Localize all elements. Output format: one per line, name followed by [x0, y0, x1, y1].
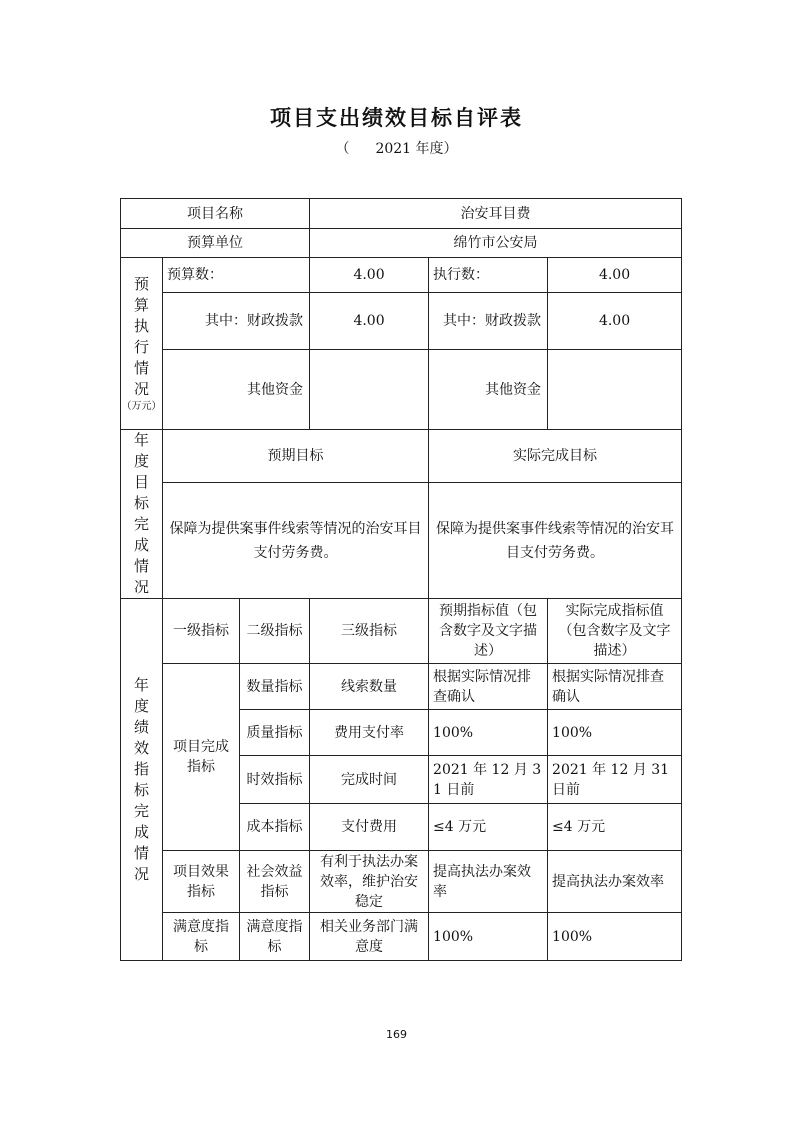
indicator-section-label [121, 599, 163, 961]
expected-value-cell: ≤4 万元 [429, 804, 548, 851]
expected-value-cell: 根据实际情况排查确认 [429, 664, 548, 710]
actual-value-cell: 2021 年 12 月 31 日前 [548, 756, 682, 804]
table-row [121, 851, 682, 913]
budget-section-text: 预算执行情况 [133, 274, 149, 398]
actual-value-cell: 根据实际情况排查确认 [548, 664, 682, 710]
level3-cell: 完成时间 [310, 756, 429, 804]
evaluation-table [120, 198, 682, 961]
expected-goal-header: 预期目标 [163, 430, 429, 483]
level1-header: 一级指标 [163, 599, 240, 664]
expected-value-header: 预期指标值（包含数字及文字描述） [429, 599, 548, 664]
level3-cell: 费用支付率 [310, 710, 429, 756]
row-project-name [121, 199, 682, 229]
annual-goal-section-text: 年度目标完成情况 [133, 431, 149, 596]
year-open-paren: （ [335, 141, 350, 157]
form-title: 项目支出绩效目标自评表 [270, 106, 523, 130]
annual-goal-section-label [121, 430, 163, 599]
budget-unit-text: （万元） [121, 400, 162, 412]
actual-goal-header: 实际完成目标 [429, 430, 682, 483]
budget-amount-value: 4.00 [310, 258, 429, 293]
level2-cell: 满意度指标 [240, 913, 310, 961]
budget-section-label [121, 258, 163, 430]
actual-value-header: 实际完成指标值（包含数字及文字描述） [548, 599, 682, 664]
indicator-section-text: 年度绩效指标完成情况 [133, 675, 149, 883]
budget-amount-label: 预算数： [163, 258, 310, 293]
actual-value-cell: 提高执法办案效率 [548, 851, 682, 913]
row-indicator-header [121, 599, 682, 664]
row-budget-unit [121, 229, 682, 258]
row-fiscal [121, 293, 682, 350]
level3-cell: 支付费用 [310, 804, 429, 851]
expected-value-cell: 100% [429, 913, 548, 961]
level2-cell: 质量指标 [240, 710, 310, 756]
level2-cell: 成本指标 [240, 804, 310, 851]
row-budget-amount [121, 258, 682, 293]
expected-value-cell: 100% [429, 710, 548, 756]
row-other-funds [121, 350, 682, 430]
expected-value-cell: 提高执法办案效率 [429, 851, 548, 913]
actual-goal-text: 保障为提供案事件线索等情况的治安耳目支付劳务费。 [429, 483, 682, 599]
other-funds-label-executed: 其他资金 [429, 350, 548, 430]
table-row [121, 664, 682, 710]
level3-header: 三级指标 [310, 599, 429, 664]
year-line [0, 138, 793, 158]
budget-unit-value: 绵竹市公安局 [310, 229, 682, 258]
executed-amount-value: 4.00 [548, 258, 682, 293]
expected-goal-text: 保障为提供案事件线索等情况的治安耳目支付劳务费。 [163, 483, 429, 599]
row-goal-header [121, 430, 682, 483]
expected-value-cell: 2021 年 12 月 31 日前 [429, 756, 548, 804]
other-funds-value-budget [310, 350, 429, 430]
group-output-label: 项目完成指标 [163, 664, 240, 851]
page-number: 169 [386, 1028, 407, 1041]
project-name-value: 治安耳目费 [310, 199, 682, 229]
fiscal-label-executed: 其中：财政拨款 [429, 293, 548, 350]
level2-cell: 时效指标 [240, 756, 310, 804]
fiscal-label-budget: 其中：财政拨款 [163, 293, 310, 350]
group-effect-label: 项目效果指标 [163, 851, 240, 913]
row-goal-content [121, 483, 682, 599]
year-text: 2021 年度） [375, 141, 458, 157]
actual-value-cell: 100% [548, 913, 682, 961]
fiscal-value-budget: 4.00 [310, 293, 429, 350]
other-funds-value-executed [548, 350, 682, 430]
actual-value-cell: 100% [548, 710, 682, 756]
level3-cell: 有利于执法办案效率，维护治安稳定 [310, 851, 429, 913]
actual-value-cell: ≤4 万元 [548, 804, 682, 851]
project-name-label: 项目名称 [121, 199, 310, 229]
executed-amount-label: 执行数： [429, 258, 548, 293]
budget-unit-label: 预算单位 [121, 229, 310, 258]
group-satisfaction-label: 满意度指标 [163, 913, 240, 961]
level3-cell: 线索数量 [310, 664, 429, 710]
table-row [121, 913, 682, 961]
level2-header: 二级指标 [240, 599, 310, 664]
level3-cell: 相关业务部门满意度 [310, 913, 429, 961]
other-funds-label-budget: 其他资金 [163, 350, 310, 430]
level2-cell: 数量指标 [240, 664, 310, 710]
level2-cell: 社会效益指标 [240, 851, 310, 913]
fiscal-value-executed: 4.00 [548, 293, 682, 350]
